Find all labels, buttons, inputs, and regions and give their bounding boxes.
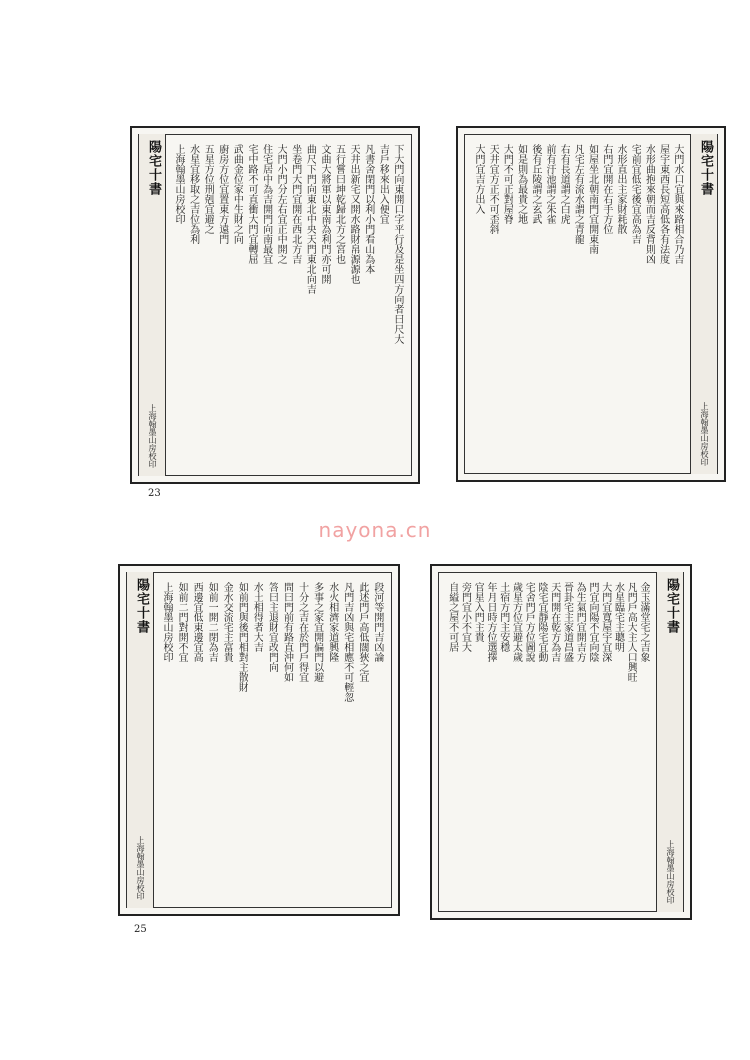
- text-column: 吉戶移來出入便宜: [377, 144, 389, 224]
- spine: [690, 134, 718, 474]
- text-column: 歲星方位宜避太歲: [510, 582, 522, 662]
- text-column: 大門宜吉方出入: [473, 144, 484, 214]
- text-column: 如前二門對開不宜: [176, 582, 188, 662]
- text-column: 大門水口宜與來路相合乃吉: [671, 144, 683, 264]
- watermark-text: nayona.cn: [318, 518, 432, 542]
- text-column: 住宅居中為吉開門向南最宜: [260, 144, 272, 264]
- text-column: 天門開在乾方為吉: [548, 582, 560, 662]
- spine-title: 陽宅十書: [698, 140, 713, 196]
- text-column: 宅舍門戶方位圖說: [523, 582, 535, 662]
- text-column: 陰宅宜靜陽宅宜動: [536, 582, 547, 662]
- text-column: 金玉滿堂宅之吉象: [638, 582, 649, 662]
- page-number: 25: [134, 924, 147, 935]
- text-column: 屋宇東西長短高低各有法度: [657, 144, 669, 264]
- text-column: 上海翰墨山房校印: [161, 582, 172, 662]
- text-column: 大門小門分左右宜正中開之: [275, 144, 287, 264]
- text-column: 廚房方位宜置東方遠門: [216, 144, 228, 244]
- text-column: 水星宜移取之吉位為利: [187, 144, 199, 244]
- page-bottom-right: [430, 564, 692, 920]
- text-columns: [160, 582, 384, 898]
- spine: [138, 134, 166, 476]
- text-column: 水星臨宅主聰明: [612, 582, 624, 652]
- text-columns: [472, 144, 684, 464]
- text-column: 土宿方門主安穩: [497, 582, 509, 652]
- text-column: 為生氣門宜開吉方: [574, 582, 586, 662]
- text-column: 大門不可正對屋脊: [501, 144, 513, 224]
- text-column: 水形曲抱來朝而吉反背則凶: [643, 144, 655, 264]
- text-column: 如前門與後門相對主散財: [236, 582, 248, 692]
- text-column: 問曰門前有路直沖何如: [281, 582, 293, 682]
- text-column: 大門宜寬屋宇宜深: [599, 582, 611, 662]
- text-column: 五星方位刑剋宜避之: [202, 144, 214, 234]
- text-column: 天井出新宅又開水路財帛源源也: [348, 144, 360, 284]
- text-column: 天井宜方正不可歪斜: [487, 144, 499, 234]
- text-column: 晉卦宅主家道昌盛: [561, 582, 573, 662]
- text-column: 坐卷門大門宜開在西北方吉: [289, 144, 301, 264]
- text-columns: [172, 144, 404, 466]
- text-column: 門宜向陽不宜向陰: [587, 582, 598, 662]
- text-column: 曲尺下門向東北中央天門東北向吉: [304, 144, 316, 294]
- text-column: 宅前宜低宅後宜高為吉: [629, 144, 641, 244]
- text-column: 下大門向東開口字平行及是坐四方向者曰尺大: [391, 144, 403, 344]
- text-columns: [446, 582, 650, 902]
- text-column: 右有長道謂之白虎: [558, 144, 570, 224]
- text-column: 如前一開二閉為吉: [206, 582, 218, 662]
- text-column: 如屋坐北朝南門宜開東南: [586, 144, 598, 254]
- text-column: 段河等開門吉凶論: [371, 582, 383, 662]
- spine: [126, 572, 154, 908]
- page-top-right: [456, 126, 726, 482]
- text-column: 年月日時方位選擇: [485, 582, 496, 662]
- text-column: 後有丘陵謂之玄武: [529, 144, 541, 224]
- spine-footer: 上海翰墨山房校印: [136, 836, 145, 900]
- text-column: 前有汙池謂之朱雀: [544, 144, 556, 224]
- text-column: 旁門宜小不宜大: [459, 582, 471, 652]
- text-column: 此述門戶高低闊狹之宜: [356, 582, 368, 682]
- spine-title: 陽宅十書: [134, 578, 149, 634]
- page-bottom-left: [118, 564, 400, 916]
- spine-title: 陽宅十書: [146, 140, 161, 196]
- text-column: 凡書舍閉門以利小門看山為本: [362, 144, 374, 274]
- spine-title: 陽宅十書: [664, 578, 679, 634]
- text-column: 自縊之屋不可居: [446, 582, 458, 652]
- text-column: 金水交流宅主富貴: [221, 582, 233, 662]
- text-column: 水土相得者大吉: [251, 582, 263, 652]
- text-column: 多事之家宜開偏門以避: [311, 582, 323, 682]
- spine-footer: 上海翰墨山房校印: [148, 404, 157, 468]
- text-column: 水形直出主家財耗散: [615, 144, 627, 234]
- text-column: 如是則為最貴之地: [515, 144, 527, 224]
- text-column: 上海翰墨山房校印: [173, 144, 184, 224]
- text-column: 五行嘗曰坤乾歸北方之宮也: [333, 144, 345, 264]
- text-column: 凡宅左有流水謂之青龍: [572, 144, 584, 244]
- spine-footer: 上海翰墨山房校印: [700, 402, 709, 466]
- text-column: 文曲大將軍以東南為利門亦可開: [318, 144, 330, 284]
- text-column: 右門宜開在右手方位: [600, 144, 612, 234]
- text-column: 水火相濟家道興隆: [326, 582, 338, 662]
- page-number: 23: [148, 488, 161, 499]
- text-column: 官星入門主貴: [472, 582, 484, 642]
- text-column: 西邊宜低東邊宜高: [191, 582, 203, 662]
- text-column: 武曲金位家中生財之向: [231, 144, 243, 244]
- text-column: 凡門吉凶與宅相應不可輕忽: [341, 582, 353, 702]
- text-column: 答曰主退財宜改門向: [266, 582, 278, 672]
- text-column: 凡門戶高大主人口興旺: [625, 582, 637, 682]
- page-top-left: [130, 126, 420, 484]
- text-column: 十分之吉在於門戶得宜: [296, 582, 308, 682]
- spine-footer: 上海翰墨山房校印: [666, 840, 675, 904]
- spine: [656, 572, 684, 912]
- text-column: 宅中路不可直衝大門宜轉屈: [245, 144, 257, 264]
